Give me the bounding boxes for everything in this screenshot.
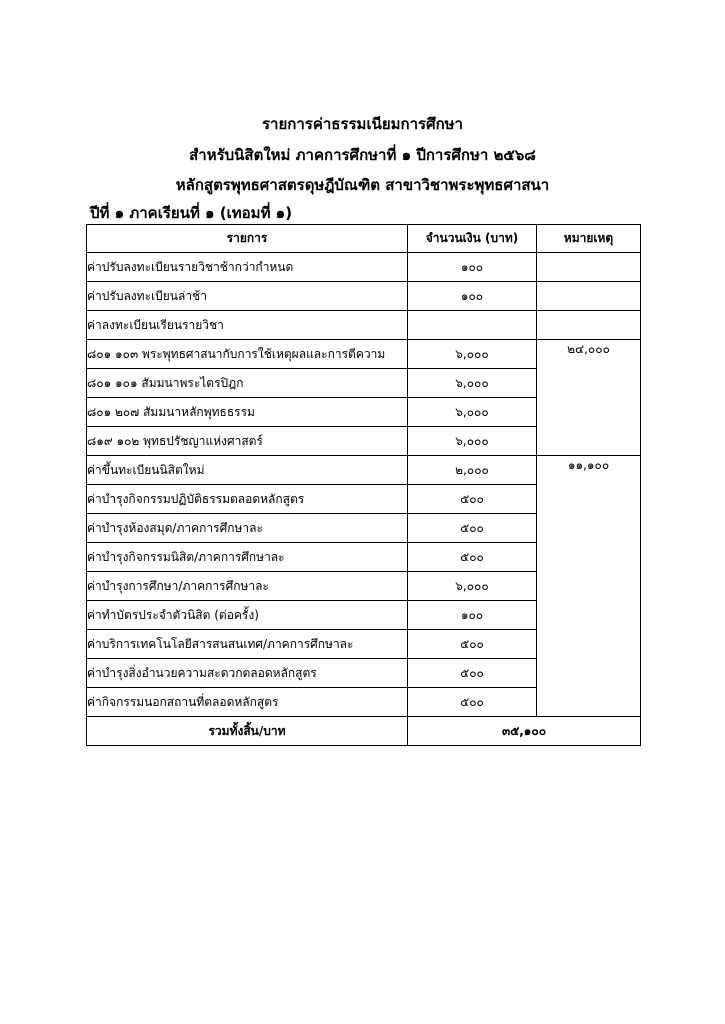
section-row [87, 311, 641, 340]
document-subtitle-program: หลักสูตรพุทธศาสตรดุษฎีบัณฑิต สาขาวิชาพระพุทธศาสนา [175, 176, 550, 194]
header-note: หมายเหตุ [537, 225, 641, 253]
fee-item: ค่าบริการเทคโนโลยีสารสนสนเทศ/ภาคการศึกษาละ [87, 630, 408, 659]
header-amount: จำนวนเงิน (บาท) [408, 225, 537, 253]
fee-table [86, 224, 641, 746]
fee-amount: ๕๐๐ [408, 543, 537, 572]
fee-item: ค่ากิจกรรมนอกสถานที่ตลอดหลักสูตร [87, 688, 408, 717]
section-label: ค่าลงทะเบียนเรียนรายวิชา [87, 311, 408, 340]
course-item: ๘๑๙ ๑๐๒ พุทธปรัชญาแห่งศาสตร์ [87, 427, 408, 456]
total-value: ๓๕,๑๐๐ [408, 717, 641, 746]
document-title: รายการค่าธรรมเนียมการศึกษา [262, 115, 463, 133]
fee-amount: ๒,๐๐๐ [408, 456, 537, 485]
year-term-label: ปีที่ ๑ ภาคเรียนที่ ๑ (เทอมที่ ๑) [90, 204, 293, 222]
fee-item: ค่าบำรุงสิ่งอำนวยความสะดวกตลอดหลักสูตร [87, 659, 408, 688]
row-note [537, 253, 641, 282]
row-amount: ๑๐๐ [408, 282, 537, 311]
total-label: รวมทั้งสิ้น/บาท [87, 717, 408, 746]
fee-amount: ๕๐๐ [408, 485, 537, 514]
row-item: ค่าปรับลงทะเบียนล่าช้า [87, 282, 408, 311]
course-item: ๘๐๑ ๑๐๑ สัมมนาพระไตรปิฎก [87, 369, 408, 398]
course-amount: ๖,๐๐๐ [408, 427, 537, 456]
course-amount: ๖,๐๐๐ [408, 369, 537, 398]
row-amount: ๑๐๐ [408, 253, 537, 282]
table-row [87, 456, 641, 485]
course-amount: ๖,๐๐๐ [408, 340, 537, 369]
fee-amount: ๕๐๐ [408, 514, 537, 543]
row-amount [408, 311, 537, 340]
fee-item: ค่าบำรุงการศึกษา/ภาคการศึกษาละ [87, 572, 408, 601]
table-header-row [87, 225, 641, 253]
fee-item: ค่าบำรุงกิจกรรมนิสิต/ภาคการศึกษาละ [87, 543, 408, 572]
fees-subtotal-note: ๑๑,๑๐๐ [537, 456, 641, 717]
course-amount: ๖,๐๐๐ [408, 398, 537, 427]
fee-amount: ๕๐๐ [408, 688, 537, 717]
course-item: ๘๐๑ ๑๐๓ พระพุทธศาสนากับการใช้เหตุผลและการตีความ [87, 340, 408, 369]
row-item: ค่าปรับลงทะเบียนรายวิชาช้ากว่ากำหนด [87, 253, 408, 282]
fee-item: ค่าบำรุงห้องสมุด/ภาคการศึกษาละ [87, 514, 408, 543]
document-subtitle-semester: สำหรับนิสิตใหม่ ภาคการศึกษาที่ ๑ ปีการศึกษา ๒๕๖๘ [189, 146, 536, 164]
fee-amount: ๕๐๐ [408, 659, 537, 688]
total-row [87, 717, 641, 746]
fee-item: ค่าทำบัตรประจำตัวนิสิต (ต่อครั้ง) [87, 601, 408, 630]
row-note [537, 311, 641, 340]
course-item: ๘๐๑ ๒๐๗ สัมมนาหลักพุทธธรรม [87, 398, 408, 427]
table-row [87, 282, 641, 311]
fee-item: ค่าขึ้นทะเบียนนิสิตใหม่ [87, 456, 408, 485]
table-row [87, 340, 641, 369]
fee-item: ค่าบำรุงกิจกรรมปฏิบัติธรรมตลอดหลักสูตร [87, 485, 408, 514]
header-item: รายการ [87, 225, 408, 253]
table-row [87, 253, 641, 282]
fee-amount: ๑๐๐ [408, 601, 537, 630]
fee-amount: ๕๐๐ [408, 630, 537, 659]
courses-subtotal-note: ๒๔,๐๐๐ [537, 340, 641, 456]
fee-amount: ๖,๐๐๐ [408, 572, 537, 601]
row-note [537, 282, 641, 311]
